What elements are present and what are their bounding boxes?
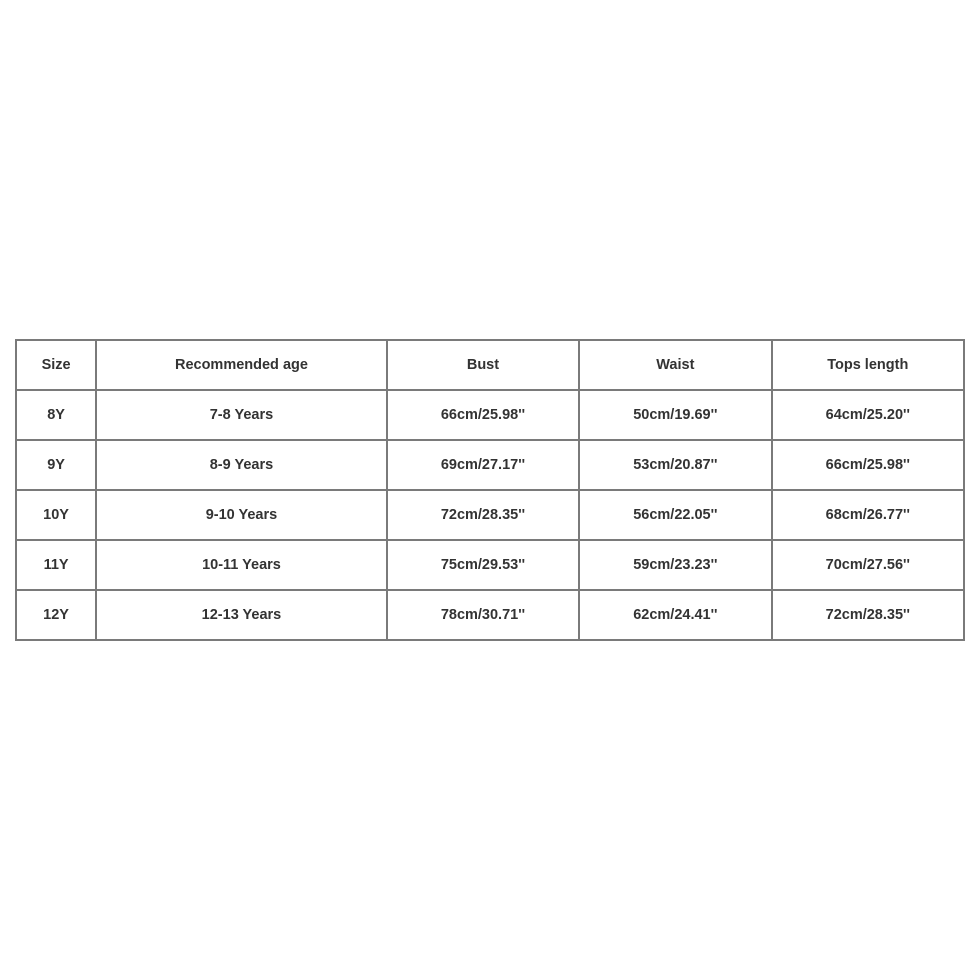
cell-tops-length: 64cm/25.20'': [772, 390, 964, 440]
table-row: [16, 390, 964, 440]
cell-recommended-age: 7-8 Years: [96, 390, 387, 440]
size-chart-table: [15, 339, 965, 641]
header-tops-length: Tops length: [772, 340, 964, 390]
cell-waist: 62cm/24.41'': [579, 590, 771, 640]
header-row: [16, 340, 964, 390]
cell-bust: 69cm/27.17'': [387, 440, 579, 490]
cell-tops-length: 66cm/25.98'': [772, 440, 964, 490]
table-row: [16, 590, 964, 640]
cell-size: 11Y: [16, 540, 96, 590]
cell-recommended-age: 9-10 Years: [96, 490, 387, 540]
cell-waist: 53cm/20.87'': [579, 440, 771, 490]
cell-size: 9Y: [16, 440, 96, 490]
cell-size: 12Y: [16, 590, 96, 640]
cell-recommended-age: 10-11 Years: [96, 540, 387, 590]
cell-bust: 78cm/30.71'': [387, 590, 579, 640]
header-waist: Waist: [579, 340, 771, 390]
cell-waist: 56cm/22.05'': [579, 490, 771, 540]
cell-tops-length: 72cm/28.35'': [772, 590, 964, 640]
table-row: [16, 540, 964, 590]
cell-recommended-age: 8-9 Years: [96, 440, 387, 490]
cell-bust: 72cm/28.35'': [387, 490, 579, 540]
cell-waist: 59cm/23.23'': [579, 540, 771, 590]
cell-size: 8Y: [16, 390, 96, 440]
header-size: Size: [16, 340, 96, 390]
header-recommended-age: Recommended age: [96, 340, 387, 390]
table-row: [16, 490, 964, 540]
cell-waist: 50cm/19.69'': [579, 390, 771, 440]
header-bust: Bust: [387, 340, 579, 390]
cell-recommended-age: 12-13 Years: [96, 590, 387, 640]
cell-tops-length: 70cm/27.56'': [772, 540, 964, 590]
cell-tops-length: 68cm/26.77'': [772, 490, 964, 540]
cell-bust: 66cm/25.98'': [387, 390, 579, 440]
cell-size: 10Y: [16, 490, 96, 540]
table-row: [16, 440, 964, 490]
cell-bust: 75cm/29.53'': [387, 540, 579, 590]
